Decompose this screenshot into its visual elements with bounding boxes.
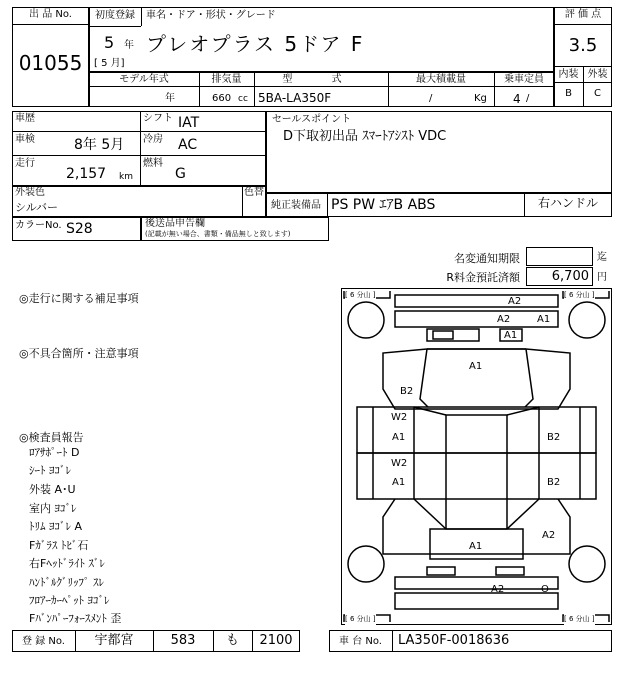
score-label: 評 価 点 [564, 9, 602, 20]
color-label: 外装色 [15, 187, 45, 198]
car-label: 車名・ドア・形状・グレード [146, 10, 276, 21]
note-line: ﾊﾝﾄﾞﾙｸﾞﾘｯﾌﾟ ｽﾚ [29, 576, 104, 589]
color-value: シルバー [15, 201, 58, 214]
mileage-value: 2,157 [66, 166, 107, 182]
name-change-box [526, 247, 593, 266]
equip-value: PS PW ｴｱB ABS [331, 197, 436, 213]
note-line: 右Fﾍｯﾄﾞﾗｲﾄ ｽﾞﾚ [29, 557, 105, 570]
note-line: 外装 A･U [29, 483, 76, 496]
mark-hood-small: A1 [504, 330, 518, 341]
mileage-label: 走行 [15, 158, 35, 169]
color-no-value: S28 [66, 221, 93, 237]
car-diagram [341, 288, 612, 625]
mark-left-front-fender: B2 [400, 386, 414, 397]
mileage-unit: km [119, 172, 133, 182]
mark-rear-door-left-1: W2 [391, 458, 408, 469]
inspection-value: 8年 5月 [74, 137, 125, 153]
mark-rear-bumper-2: O [541, 584, 549, 595]
fuel-label: 燃料 [143, 158, 163, 169]
driving-label: ◎走行に関する補足事項 [19, 292, 139, 305]
displacement-label: 排気量 [211, 74, 242, 85]
reg-no-label: 登 録 No. [22, 636, 65, 647]
type-label: 型 式 [282, 74, 360, 85]
defects-label: ◎不具合箇所・注意事項 [19, 347, 139, 360]
type-value: 5BA-LA350F [258, 91, 332, 105]
handle-value: 右ハンドル [537, 196, 598, 210]
shift-value: IAT [178, 115, 200, 131]
capacity-value: 4 [513, 92, 521, 106]
note-line: ﾛｱｻﾎﾟｰﾄ D [29, 446, 80, 459]
sales-text: D下取初出品 ｽﾏｰﾄｱｼｽﾄ VDC [283, 129, 447, 144]
note-line: ﾄﾘﾑ ﾖｺﾞﾚ A [29, 520, 83, 533]
note-line: Fﾊﾞﾝﾊﾟｰﾌｫｰｽﾒﾝﾄ 歪 [29, 612, 122, 625]
reg-number: 2100 [259, 633, 293, 648]
inspection-label: 車検 [15, 134, 35, 145]
mark-front-door-left-1: W2 [391, 412, 408, 423]
interior-label: 内装 [558, 69, 579, 80]
lot-label: 出 品 No. [29, 9, 72, 20]
displacement-value: 660 [212, 93, 232, 104]
tire-tr: [ 6 分山 ] [564, 291, 595, 299]
mark-rear-bumper-1: A2 [491, 584, 505, 595]
mark-roof: A1 [469, 361, 483, 372]
interior-grade: B [565, 88, 572, 99]
name-change-unit: 迄 [597, 252, 607, 263]
reg-month: [ 5 月] [94, 58, 125, 69]
tire-tl: [ 6 分山 ] [345, 291, 376, 299]
mark-hood-right: A1 [537, 314, 551, 325]
model-year-label: モデル年式 [119, 74, 169, 85]
note-line: ｼｰﾄ ﾖｺﾞﾚ [29, 464, 71, 477]
tire-bl: [ 6 分山 ] [345, 615, 376, 623]
note-line: ﾌﾛｱｰｶｰﾍﾟｯﾄ ﾖｺﾞﾚ [29, 594, 110, 607]
reg-label: 初度登録 [95, 10, 135, 21]
ac-value: AC [178, 137, 198, 153]
model-year-unit: 年 [165, 93, 175, 104]
reg-kana: も [225, 633, 239, 648]
recolor-label: 色替 [244, 187, 264, 198]
history-label: 車歴 [15, 113, 35, 124]
exterior-label: 外装 [587, 69, 608, 80]
mark-top-bumper: A2 [508, 296, 522, 307]
recycle-value: 6,700 [551, 269, 589, 284]
chassis-value: LA350F-0018636 [398, 633, 510, 648]
docs-note: (記載が無い場合、書類・備品無しと致します) [145, 230, 291, 238]
recycle-unit: 円 [597, 272, 607, 283]
displacement-unit: cc [238, 94, 248, 104]
reg-class: 583 [170, 633, 196, 648]
mark-hood-edge: A2 [497, 314, 511, 325]
capacity-label: 乗車定員 [504, 74, 544, 85]
mark-front-door-right: B2 [547, 432, 561, 443]
maxload-value: / [429, 93, 433, 104]
sales-label: セールスポイント [272, 114, 352, 125]
details-box [12, 111, 266, 186]
docs-label: 後送品申告欄 [145, 218, 205, 229]
lot-number: 01055 [18, 51, 83, 75]
year-unit: 年 [124, 40, 134, 51]
note-line: 室内 ﾖｺﾞﾚ [29, 502, 77, 515]
shift-label: シフト [143, 113, 173, 124]
tire-br: [ 6 分山 ] [564, 615, 595, 623]
note-line: Fｶﾞﾗｽ ﾄﾋﾞ石 [29, 539, 89, 552]
maxload-unit: Kg [474, 93, 487, 104]
fuel-value: G [175, 166, 186, 182]
mark-rear-door-right: B2 [547, 477, 561, 488]
exterior-grade: C [594, 88, 601, 99]
maxload-label: 最大積載量 [416, 74, 466, 85]
mark-rear-right-fender: A2 [542, 530, 556, 541]
ac-label: 冷房 [143, 134, 163, 145]
inspector-label: ◎検査員報告 [19, 431, 84, 444]
mark-trunk: A1 [469, 541, 483, 552]
color-no-label: カラーNo. [15, 220, 62, 231]
reg-year: 5 [104, 33, 115, 52]
equip-label: 純正装備品 [271, 200, 321, 211]
reg-area: 宇都宮 [94, 633, 134, 648]
mark-front-door-left-2: A1 [392, 432, 406, 443]
name-change-label: 名変通知期限 [454, 252, 520, 265]
capacity-sep: / [526, 93, 530, 104]
recycle-label: R料金預託済額 [446, 271, 520, 284]
car-name: プレオプラス 5ドア F [146, 32, 365, 56]
mark-rear-door-left-2: A1 [392, 477, 406, 488]
chassis-label: 車 台 No. [339, 636, 382, 647]
score-value: 3.5 [568, 35, 598, 56]
